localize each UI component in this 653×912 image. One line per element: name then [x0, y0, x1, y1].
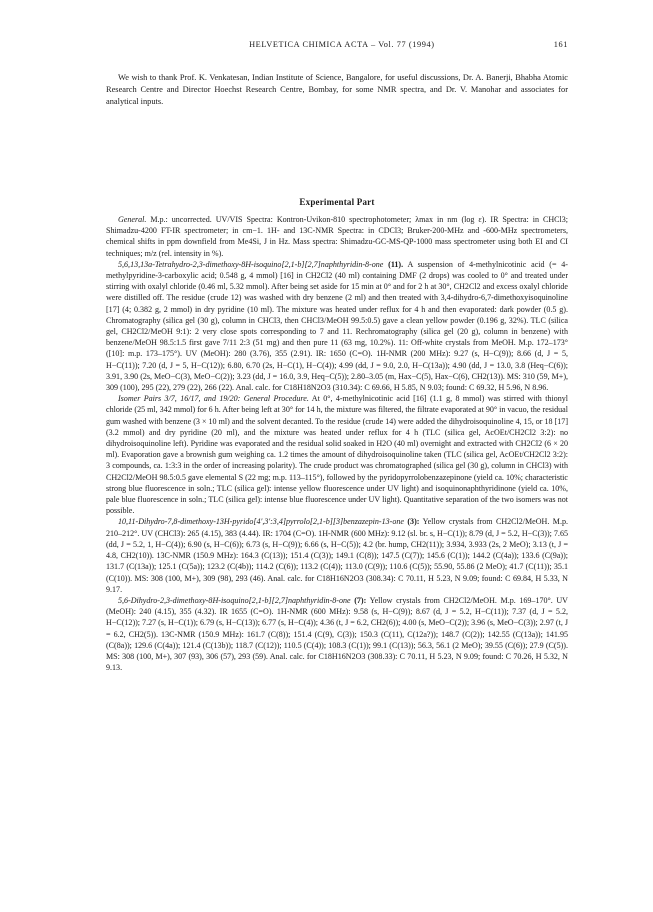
acknowledgement: We wish to thank Prof. K. Venkatesan, Indian Institute of Science, Bangalore, for useful discussions, Dr. A. Banerji, Bhabha Atomic Research Centre and Director Hoechst Research Centre, Bombay, for some NMR spectra, and Dr. V. Manohar and associates for analytical inputs.	[106, 73, 568, 106]
paragraph-text: M.p.: uncorrected. UV/VIS Spectra: Kontron-Uvikon-810 spectrophotometer; λmax in nm (log ε). IR Spectra: in CHCl3; Shimadzu-4200 FT-IR spectrometer; in cm−1. 1H- and 13C-NMR Spectra: in CDCl3; Bruker-200-MHz and -600-MHz spectrometers, chemical shifts in ppm downfield from Me4Si, J in Hz. Mass spectra: Shimadzu-GC-MS-QP-1000 mass spectrometer using both EI and CI techniques; m/z (rel. intensity in %).	[106, 215, 568, 258]
section-title: Experimental Part	[299, 197, 375, 207]
paragraph-compound-3	[106, 516, 568, 594]
page-number: 161	[553, 40, 568, 49]
paragraph-lead: 10,11-Dihydro-7,8-dimethoxy-13H-pyrido[4′,3′:3,4]pyrrolo[2,1-b][3]benzazepin-13-one	[118, 517, 404, 527]
paragraph-compound-11	[106, 259, 568, 393]
paragraph-general	[106, 214, 568, 259]
paragraph-isomer-pairs	[106, 393, 568, 516]
paragraph-text: Yellow crystals from CH2Cl2/MeOH. M.p. 210–212°. UV (CHCl3): 265 (4.15), 383 (4.44). IR: 1704 (C=O). 1H-NMR (600 MHz): 9.12 (sl. br. s, H−C(1)); 8.79 (d, J = 5.2, H−C(3)); 7.65 (dd, J = 5.2, 1, H−C(4)); 6.90 (s, H−C(6)); 6.73 (s, H−C(9)); 6.66 (s, H−C(5)); 4.2 (br. hump, CH2(11)); 3.934, 3.933 (2s, 2 MeO); 3.13 (t, J = 4.8, CH2(10)). 13C-NMR (150.9 MHz): 164.3 (C(13)); 151.4 (C(3)); 149.1 (C(8)); 147.5 (C(7)); 145.6 (C(1)); 144.2 (C(4a)); 133.6 (C(9a)); 131.7 (C(13a)); 125.1 (C(5a)); 123.2 (C(4b)); 114.2 (C(6)); 113.2 (C(4)); 113.0 (C(9)); 110.6 (C(5)); 55.90, 55.86 (2 MeO); 41.7 (C(11)); 35.1 (C(10)). MS: 308 (100, M+), 309 (98), 293 (46). Anal. calc. for C18H16N2O3 (308.34): C 70.11, H 5.23, N 9.09; found: C 69.84, H 5.33, N 9.17.	[106, 517, 569, 594]
compound-number: (11).	[383, 259, 404, 269]
paragraph-lead: General.	[118, 215, 147, 224]
compound-number: (7):	[350, 595, 367, 605]
compound-number: (3):	[403, 517, 420, 527]
running-header	[106, 40, 568, 49]
paragraph-text: Yellow crystals from CH2Cl2/MeOH. M.p. 169–170°. UV (MeOH): 240 (4.15), 355 (4.32). IR 1655 (C=O). 1H-NMR (600 MHz): 9.58 (s, H−C(9)); 8.67 (d, J = 5.2, H−C(11)); 7.37 (d, J = 5.2, H−C(12)); 7.27 (s, H−C(1)); 6.79 (s, H−C(13)); 6.77 (s, H−C(4)); 4.36 (t, J = 6.2, CH2(6)); 4.00 (s, MeO−C(2)); 3.96 (s, MeO−C(3)); 2.97 (t, J = 6.2, CH2(5)). 13C-NMR (150.9 MHz): 161.7 (C(8)); 151.4 (C(9), C(3)); 150.3 (C(11), C(12a?)); 148.7 (C(2)); 142.55 (C(13a)); 141.95 (C(8a)); 129.6 (C(4a)); 121.4 (C(13b)); 118.7 (C(12)); 110.5 (C(4)); 108.3 (C(1)); 99.1 (C(13)); 56.3, 56.1 (2 MeO); 39.55 (C(6)); 27.9 (C(5)). MS: 308 (100, M+), 307 (93), 306 (57), 293 (59). Anal. calc. for C18H16N2O3 (308.33): C 70.11, H 5.23, N 9.09; found: C 70.26, H 5.32, N 9.13.	[106, 595, 568, 673]
journal-title: HELVETICA CHIMICA ACTA – Vol. 77 (1994)	[249, 40, 435, 49]
paragraph-lead: 5,6-Dihydro-2,3-dimethoxy-8H-isoquino[2,1-b][2,7]naphthyridin-8-one	[118, 595, 351, 605]
experimental-body	[106, 214, 568, 673]
paragraph-compound-7	[106, 595, 568, 673]
paragraph-lead: 5,6,13,13a-Tetrahydro-2,3-dimethoxy-8H-isoquino[2,1-b][2,7]naphthyridin-8-one	[118, 259, 384, 269]
paragraph-lead: Isomer Pairs 3/7, 16/17, and 19/20: General Procedure.	[118, 394, 309, 404]
paragraph-text: A suspension of 4-methylnicotinic acid (= 4-methylpyridine-3-carboxylic acid; 0.548 g, 4 mmol) [16] in CH2Cl2 (40 ml) containing DMF (2 drops) was cooled to 0° and treated under stirring with oxalyl chloride (0.46 ml, 5.32 mmol). After being set aside for 15 min at 0° and for 2 h at 30°, CH2Cl2 and excess oxalyl chloride were distilled off. The residue (crude 12) was washed with dry benzene (2 ml) and then treated with 3,4-dihydro-6,7-dimethoxyisoquinoline [17] (4; 0.382 g, 2 mmol) in dry pyridine (10 ml). The mixture was heated under reflux for 4 h and then evaporated: dark powder (0.5 g). Chromatography (silica gel (30 g), column in CHCl3, then CHCl3/MeOH 99.5:0.5) gave a clean yellow powder (0.196 g, 32%). TLC (silica gel, CH2Cl2/MeOH 9:1): 2 very close spots corresponding to 7 and 11. Rechromatography (silica gel (20 g), column in benzene) with benzene/MeOH 98.5:1.5 first gave 7/11 2:3 (51 mg) and then pure 11 (63 mg, 10.2%). 11: Off-white crystals from MeOH. M.p. 172–173° ([10]: m.p. 173–175°). UV (MeOH): 280 (3.76), 355 (2.91). IR: 1650 (C=O). 1H-NMR (200 MHz): 9.27 (s, H−C(9)); 8.66 (d, J = 5, H−C(11)); 7.20 (d, J = 5, H−C(12)); 6.80, 6.70 (2s, H−C(1), H−C(4)); 4.99 (dd, J = 9.0, 2.0, H−C(13a)); 4.90 (dd, J = 13.0, 3.8 (Heq−C(6)); 3.91, 3.90 (2s, MeO−C(3), MeO−C(2)); 3.23 (dd, J = 16.0, 3.9, Heq−C(5)); 2.80–3.05 (m, Hax−C(5), Hax−C(6), CH2(13)). MS: 310 (59, M+), 309 (100), 295 (22), 279 (22), 266 (22). Anal. calc. for C18H18N2O3 (310.34): C 69.66, H 5.85, N 9.03; found: C 69.32, H 5.96, N 8.96.	[106, 259, 569, 393]
paragraph-text: At 0°, 4-methylnicotinic acid [16] (1.1 g, 8 mmol) was stirred with thionyl chloride (25 ml, 342 mmol) for 6 h. After being left at 30° for 14 h, the mixture was filtered, the filtrate evaporated at 90° in vacuo, the residual gum washed with benzene (3 × 10 ml) and the solvent decanted. To the residue (crude 14) were added the dihydroisoquinoline 4, 15, or 18 [17] (3.2 mmol) and dry pyridine (20 ml), and the mixture was heated under reflux for 4 h (TLC (silica gel, AcOEt/CH2Cl2 3:2): no dihydroisoquinoline left). Pyridine was evaporated and the residual solid soaked in H2O (40 ml) overnight and extracted with CH2Cl2 (6 × 20 ml). Evaporation gave a brownish gum weighing ca. 1.2 times the amount of dihydroisoquinoline taken (TLC (silica gel, AcOEt/CH2Cl2 3:2): 3 compounds, ca. 1:3:3 in the order of increasing polarity). The crude product was chromatographed (silica gel (30 g), column in CHCl3) with CH2Cl2/MeOH 98.5:0.5 gave elemental S (22 mg; m.p. 113–115°), followed by the pyridopyrrolobenzazepinone (yield ca. 10%; characteristic strong blue fluorescence in soln.; TLC (silica gel): intense yellow fluorescence under UV light) and isoquinonaphthyridinone (yield ca. 10%, pale blue fluorescence in soln.; TLC (silica gel): intense blue fluorescence under UV light). Quantitative separation of the two isomers was not possible.	[106, 394, 568, 516]
